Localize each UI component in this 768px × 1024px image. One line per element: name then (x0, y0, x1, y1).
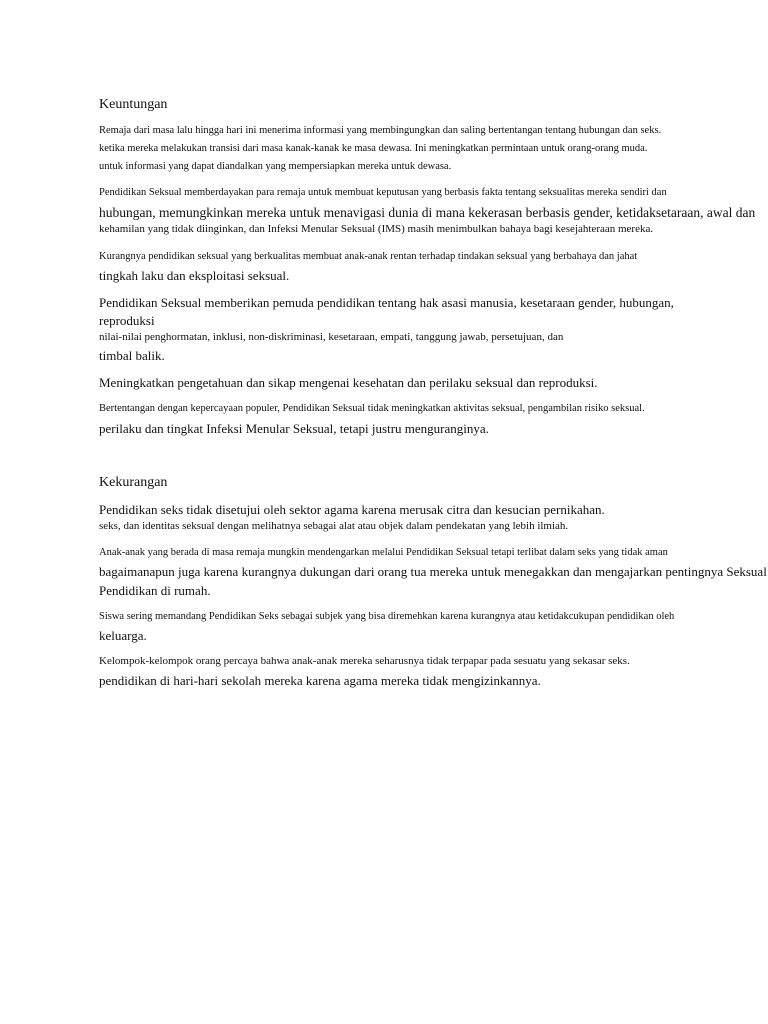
text-line: Remaja dari masa lalu hingga hari ini menerima informasi yang membingungkan dan saling bertentangan tentang hubungan dan seks. (99, 125, 662, 136)
text-line: Pendidikan seks tidak disetujui oleh sektor agama karena merusak citra dan kesucian pernikahan. (99, 502, 605, 517)
text-line: Meningkatkan pengetahuan dan sikap mengenai kesehatan dan perilaku seksual dan reproduksi. (99, 375, 598, 390)
text-line: Anak-anak yang berada di masa remaja mungkin mendengarkan melalui Pendidikan Seksual tetapi terlibat dalam seks yang tidak aman (99, 547, 668, 558)
text-line: bagaimanapun juga karena kurangnya dukungan dari orang tua mereka untuk menegakkan dan mengajarkan pentingnya Seksual (99, 564, 767, 579)
text-line: ketika mereka melakukan transisi dari masa kanak-kanak ke masa dewasa. Ini meningkatkan permintaan untuk orang-orang muda. (99, 143, 648, 154)
text-line: timbal balik. (99, 348, 165, 363)
text-line: Pendidikan di rumah. (99, 583, 211, 598)
text-line: pendidikan di hari-hari sekolah mereka karena agama mereka tidak mengizinkannya. (99, 673, 541, 688)
text-line: Siswa sering memandang Pendidikan Seks sebagai subjek yang bisa diremehkan karena kurangnya atau ketidakcukupan pendidikan oleh (99, 611, 675, 622)
text-line: Pendidikan Seksual memberikan pemuda pendidikan tentang hak asasi manusia, kesetaraan gender, hubungan, (99, 295, 674, 310)
text-line: Bertentangan dengan kepercayaan populer, Pendidikan Seksual tidak meningkatkan aktivitas seksual, pengambilan risiko seksual. (99, 403, 645, 414)
text-line: Pendidikan Seksual memberdayakan para remaja untuk membuat keputusan yang berbasis fakta tentang seksualitas mereka sendiri dan (99, 187, 667, 198)
text-line: seks, dan identitas seksual dengan melihatnya sebagai alat atau objek dalam pendekatan yang lebih ilmiah. (99, 520, 569, 532)
text-line: hubungan, memungkinkan mereka untuk menavigasi dunia di mana kekerasan berbasis gender, ketidaksetaraan, awal dan (99, 205, 756, 220)
text-line: perilaku dan tingkat Infeksi Menular Seksual, tetapi justru menguranginya. (99, 421, 489, 436)
text-line: keluarga. (99, 628, 147, 643)
text-line: tingkah laku dan eksploitasi seksual. (99, 268, 290, 283)
text-line: untuk informasi yang dapat diandalkan yang mempersiapkan mereka untuk dewasa. (99, 161, 452, 172)
text-line: reproduksi (99, 313, 155, 328)
text-line: Kurangnya pendidikan seksual yang berkualitas membuat anak-anak rentan terhadap tindakan seksual yang berbahaya dan jahat (99, 251, 638, 262)
text-line: kehamilan yang tidak diinginkan, dan Infeksi Menular Seksual (IMS) masih menimbulkan bahaya bagi kesejahteraan mereka. (99, 223, 654, 235)
heading-kekurangan: Kekurangan (99, 475, 168, 490)
text-line: Kelompok-kelompok orang percaya bahwa anak-anak mereka seharusnya tidak terpapar pada sesuatu yang sekasar seks. (99, 655, 630, 667)
heading-keuntungan: Keuntungan (99, 97, 168, 112)
text-line: nilai-nilai penghormatan, inklusi, non-diskriminasi, kesetaraan, empati, tanggung jawab, persetujuan, dan (99, 331, 564, 343)
